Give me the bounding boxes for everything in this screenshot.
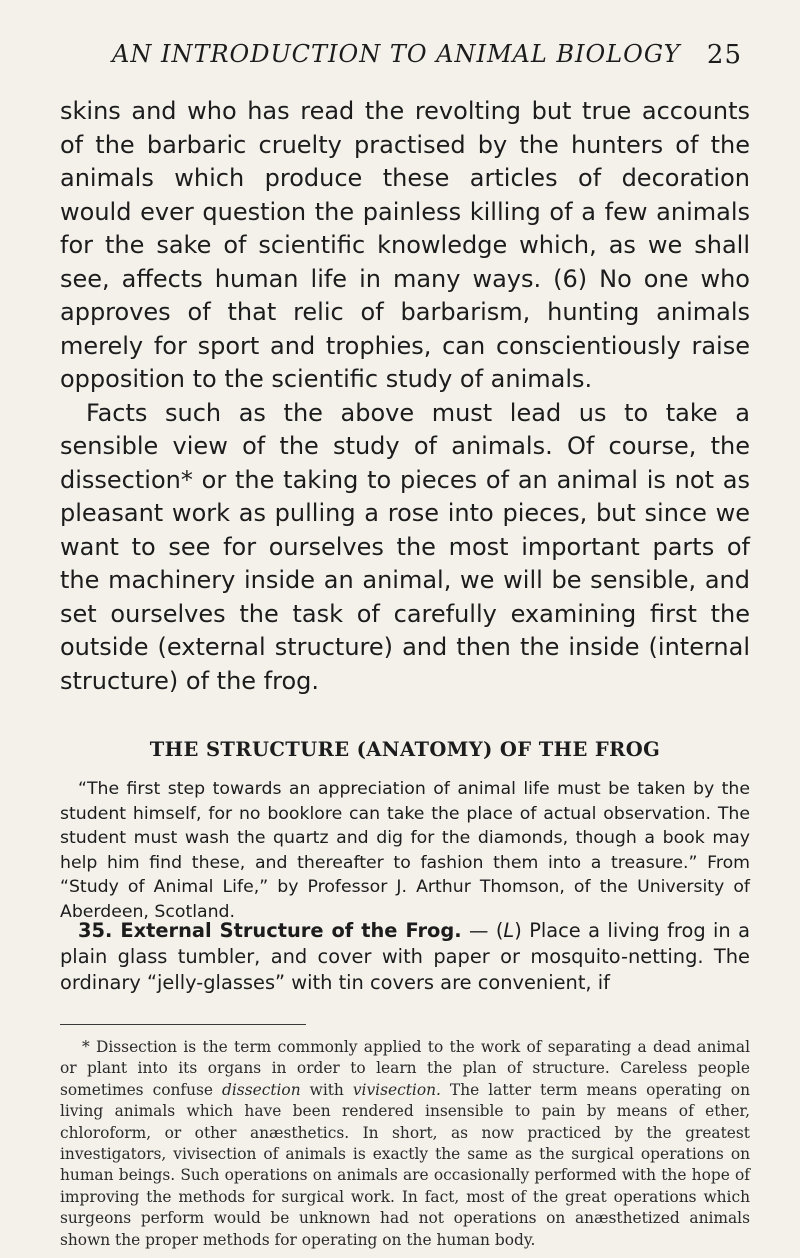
footnote-emphasis-vivisection: vivisection. (352, 1080, 441, 1099)
article-text: Place a living frog in a plain glass tumbler, and cover with paper or mosquito-netting. The ordinary “jelly-glasses” with tin covers are convenient, if (60, 919, 750, 995)
article-heading: 35. External Structure of the Frog. (78, 919, 462, 942)
article-35 (60, 918, 750, 997)
section-heading: THE STRUCTURE (ANATOMY) OF THE FROG (149, 738, 661, 761)
running-head (112, 40, 742, 80)
footnote (60, 1037, 750, 1251)
quote-text: “The first step towards an appreciation of animal life must be taken by the student himself, for no booklore can take the place of actual observation. The student must wash the quartz and dig for the diamonds, though a book may help him find these, and thereafter to fashion them into a treasure.” From “Study of Animal Life,” by Professor J. Arthur Thomson, of the University of Aberdeen, Scotland. (60, 779, 750, 922)
footnote-emphasis-dissection: dissection (222, 1080, 301, 1099)
footnote-text (60, 1037, 750, 1251)
body-paragraph-2: Facts such as the above must lead us to take a sensible view of the study of animals. Of course, the dissection* or the taking to pieces of an animal is not as pleasant work as pulling a rose into pieces, but since we want to see for ourselves the most important parts of the machinery inside an animal, we will be sensible, and set ourselves the task of carefully examining first the outside (external structure) and then the inside (internal structure) of the frog. (60, 398, 750, 695)
article-paragraph (60, 918, 750, 997)
epigraph-quote (60, 777, 750, 925)
article-tag-close: ) (514, 919, 522, 942)
article-tag-open: ( (495, 919, 504, 942)
body-text (60, 95, 750, 698)
page-number: 25 (706, 40, 742, 70)
footnote-rule (60, 1024, 306, 1025)
article-tag: L (503, 919, 515, 942)
running-head-title: AN INTRODUCTION TO ANIMAL BIOLOGY (112, 40, 681, 68)
footnote-part-1: * Dissection is the term commonly applied to the work of separating a dead animal or plant into its organs in order to learn the plan of structure. Careless people sometimes confuse (60, 1038, 750, 1099)
footnote-part-3: The latter term means operating on living animals which have been rendered insensible to pain by means of ether, chloroform, or other anæsthetics. In short, as now practiced by the greatest investigators, vivisection of animals is exactly the same as the surgical operations on human beings. Such operations on animals are occasionally performed with the hope of improving the methods for surgical work. In fact, most of the great operations which surgeons perform would be unknown had not operations on anæsthetized animals shown the proper methods for operating on the human body. (60, 1080, 750, 1249)
body-paragraph-1: skins and who has read the revolting but true accounts of the barbaric cruelty practised by the hunters of the animals which produce these articles of decoration would ever question the painless killing of a few animals for the sake of scientific knowledge which, as we shall see, affects human life in many ways. (6) No one who approves of that relic of barbarism, hunting animals merely for sport and trophies, can conscientiously raise opposition to the scientific study of animals. (60, 97, 750, 393)
article-dash: — (461, 919, 496, 942)
footnote-part-2: with (300, 1080, 353, 1099)
